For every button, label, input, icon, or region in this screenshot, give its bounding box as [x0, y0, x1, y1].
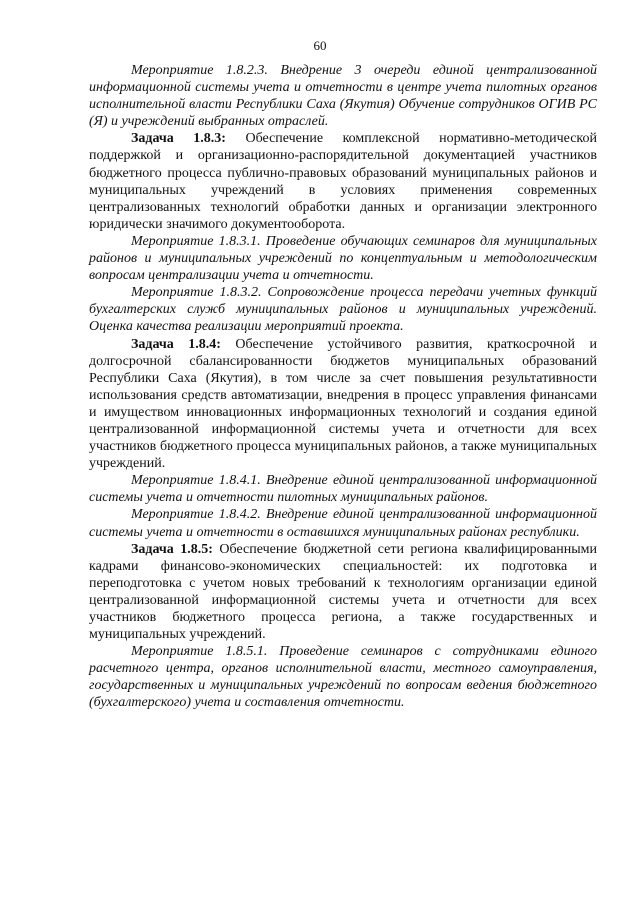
paragraph-text: Мероприятие 1.8.3.2. Сопровождение процесса передачи учетных функций бухгалтерских служб муниципальных районов и муниципальных учреждений. Оценка качества реализации мероприятий проекта. [89, 285, 597, 335]
paragraph-text: Обеспечение устойчивого развития, краткосрочной и долгосрочной сбалансированности бюджетов муниципальных образований Республики Саха (Якутия), в том числе за счет повышения результативности использования средств автоматизации, внедрения в процесс управления финансами и имуществом инновационных информационных технологий и создания единой централизованной информационной системы учета и отчетности для всех участников бюджетного процесса муниципальных районов, а также муниципальных учреждений. [89, 336, 598, 472]
task-1-8-4 [89, 336, 597, 473]
task-label: Задача 1.8.3: [131, 131, 226, 147]
activity-1-8-2-3 [89, 62, 597, 130]
paragraph-text: Обеспечение бюджетной сети региона квалифицированными кадрами финансово-экономических специальностей: их подготовка и переподготовка с учетом новых требований к технологиям организации единой централизованной информационной системы учета и отчетности для всех участников бюджетного процесса региона, а также государственных и муниципальных учреждений. [89, 541, 597, 643]
paragraph-text: Мероприятие 1.8.3.1. Проведение обучающих семинаров для муниципальных районов и муниципальных учреждений по концептуальным и методологическим вопросам централизации учета и отчетности. [89, 233, 597, 284]
paragraph-text: Мероприятие 1.8.4.1. Внедрение единой централизованной информационной системы учета и отчетности пилотных муниципальных районов. [89, 473, 597, 506]
page-number: 60 [313, 38, 327, 53]
page-content [89, 62, 597, 712]
activity-1-8-4-2 [89, 506, 597, 540]
paragraph-text: Мероприятие 1.8.5.1. Проведение семинаров с сотрудниками единого расчетного центра, органов исполнительной власти, местного самоуправления, государственных и муниципальных учреждений по вопросам ведения бюджетного (бухгалтерского) учета и составления отчетности. [89, 644, 597, 711]
task-1-8-5 [89, 541, 597, 644]
activity-1-8-4-1 [89, 472, 597, 506]
paragraph-text: Мероприятие 1.8.4.2. Внедрение единой централизованной информационной системы учета и отчетности в оставшихся муниципальных районах республики. [89, 507, 597, 540]
task-label: Задача 1.8.4: [131, 336, 221, 352]
activity-1-8-3-2 [89, 284, 597, 335]
activity-1-8-5-1 [89, 643, 597, 711]
task-label: Задача 1.8.5: [131, 541, 213, 557]
activity-1-8-3-1 [89, 233, 597, 284]
task-1-8-3 [89, 130, 597, 233]
paragraph-text: Обеспечение комплексной нормативно-методической поддержкой и организационно-распорядительной документацией участников бюджетного процесса публично-правовых образований муниципальных районов и муниципальных учреждений в условиях применения современных централизованных технологий обработки данных и организации электронного юридически значимого документооборота. [89, 131, 597, 232]
paragraph-text: Мероприятие 1.8.2.3. Внедрение 3 очереди единой централизованной информационной системы учета и отчетности в центре учета пилотных органов исполнительной власти Республики Саха (Якутия) Обучение сотрудников ОГИВ РС (Я) и учреждений выбранных отраслей. [89, 63, 597, 130]
